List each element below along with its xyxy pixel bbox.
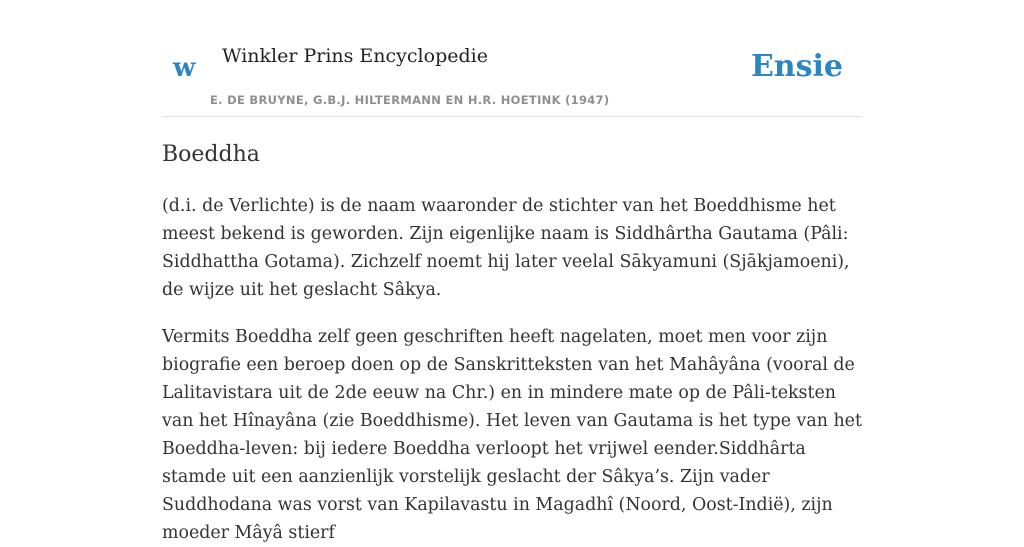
ensie-brand-link[interactable]: Ensie [750,49,843,84]
article-paragraph: Vermits Boeddha zelf geen geschriften heeft nagelaten, moet men voor zijn biografie een beroep doen op de Sanskritteksten van het Mahâyâna (vooral de Lalitavistara uit de 2de eeuw na Chr.) en in mindere mate op de Pâli-teksten van het Hînayâna (zie Boeddhisme). Het leven van Gautama is het type van het Boeddha-leven: bij iedere Boeddha verloopt het vrijwel eender.Siddhârta stamde uit een aanzienlijk vorstelijk geslacht der Sâkya’s. Zijn vader Suddhodana was vorst van Kapilavastu in Magadhî (Noord, Oost-Indië), zijn moeder Mâyâ stierf [162,327,862,543]
site-header [162,0,862,117]
article-paragraph: (d.i. de Verlichte) is de naam waaronder de stichter van het Boeddhisme het meest bekend is geworden. Zijn eigenlijke naam is Siddhârtha Gautama (Pâli: Siddhattha Gotama). Zichzelf noemt hij later veelal Sākyamuni (Sjākjamoeni), de wijze uit het geslacht Sâkya. [162,196,850,300]
article [162,136,862,547]
encyclopedia-authors: E. DE BRUYNE, G.B.J. HILTERMANN EN H.R. HOETINK (1947) [210,93,610,107]
encyclopedia-title[interactable]: Winkler Prins Encyclopedie [222,45,488,67]
article-title: Boeddha [162,142,260,167]
ensie-logo-icon[interactable]: w [173,53,196,83]
